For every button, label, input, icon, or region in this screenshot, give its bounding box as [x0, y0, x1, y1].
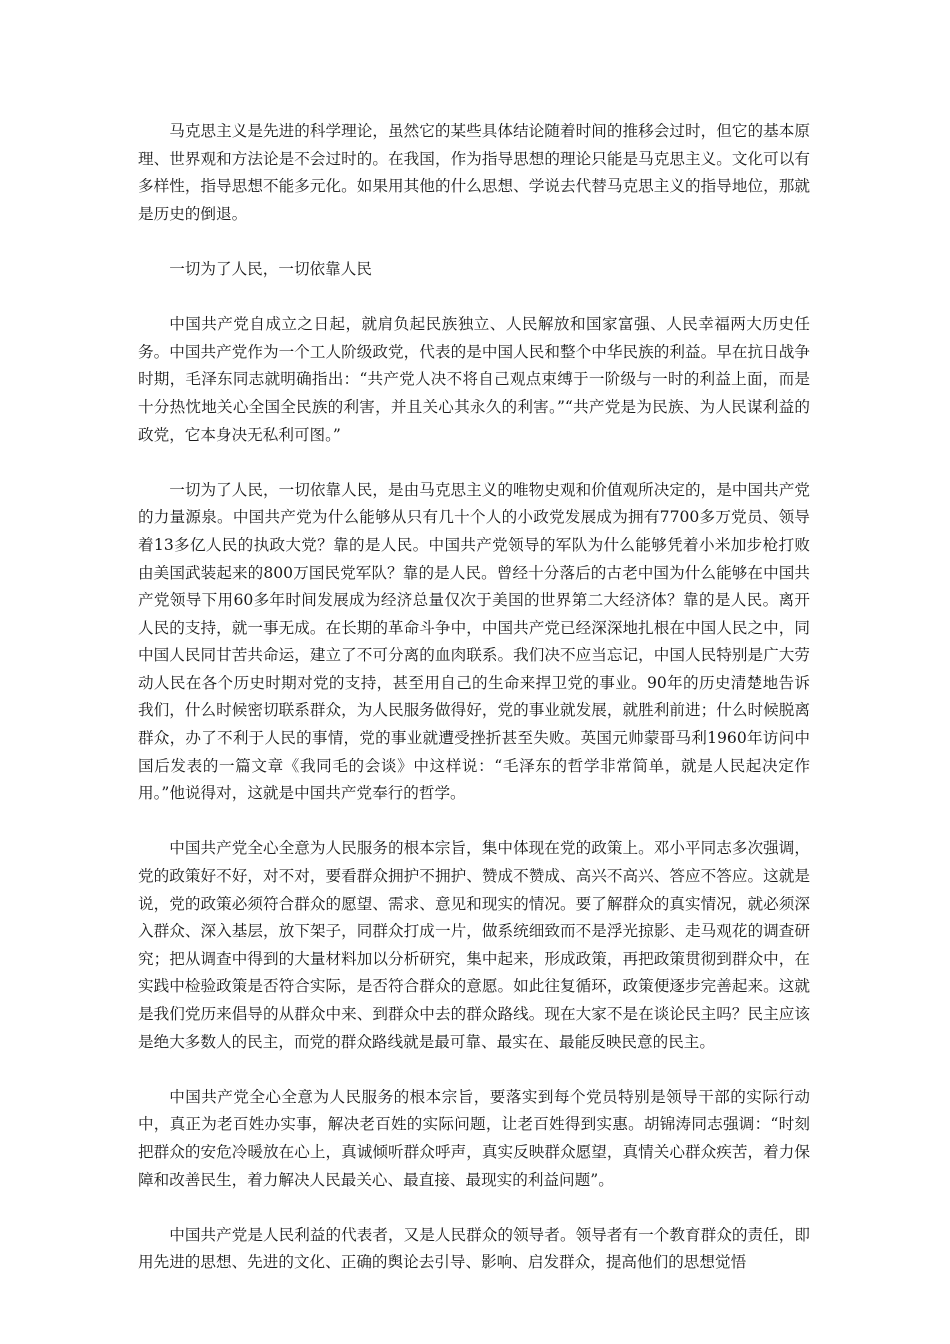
paragraph-rely-on-people: 一切为了人民，一切依靠人民，是由马克思主义的唯物史观和价值观所决定的，是中国共产党的力量源泉。中国共产党为什么能够从只有几十个人的小政党发展成为拥有7700多万党员、领导着13多亿人民的执政大党？靠的是人民。中国共产党领导的军队为什么能够凭着小米加步枪打败由美国武装起来的800万国民党军队？靠的是人民。曾经十分落后的古老中国为什么能够在中国共产党领导下用60多年时间发展成为经济总量仅次于美国的世界第二大经济体？靠的是人民。离开人民的支持，就一事无成。在长期的革命斗争中，中国共产党已经深深地扎根在中国人民之中，同中国人民同甘苦共命运，建立了不可分离的血肉联系。我们决不应当忘记，中国人民特别是广大劳动人民在各个历史时期对党的支持，甚至用自己的生命来捍卫党的事业。90年的历史清楚地告诉我们，什么时候密切联系群众，为人民服务做得好，党的事业就发展，就胜利前进；什么时候脱离群众，办了不利于人民的事情，党的事业就遭受挫折甚至失败。英国元帅蒙哥马利1960年访问中国后发表的一篇文章《我同毛的会谈》中这样说：“毛泽东的哲学非常简单，就是人民起决定作用。”他说得对，这就是中国共产党奉行的哲学。 — [138, 480, 810, 803]
paragraph-serve-people-action: 中国共产党全心全意为人民服务的根本宗旨，要落实到每个党员特别是领导干部的实际行动中，真正为老百姓办实事，解决老百姓的实际问题，让老百姓得到实惠。胡锦涛同志强调：“时刻把群众的安危冷暖放在心上，真诚倾听群众呼声，真实反映群众愿望，真情关心群众疾苦，着力保障和改善民生，着力解决人民最关心、最直接、最现实的利益问题”。 — [138, 1087, 810, 1189]
paragraph-marxism-guiding-theory: 马克思主义是先进的科学理论，虽然它的某些具体结论随着时间的推移会过时，但它的基本原理、世界观和方法论是不会过时的。在我国，作为指导思想的理论只能是马克思主义。文化可以有多样性，指导思想不能多元化。如果用其他的什么思想、学说去代替马克思主义的指导地位，那就是历史的倒退。 — [138, 122, 810, 223]
paragraph-leader-role: 中国共产党是人民利益的代表者，又是人民群众的领导者。领导者有一个教育群众的责任，即用先进的思想、先进的文化、正确的舆论去引导、影响、启发群众，提高他们的思想觉悟 — [138, 1225, 810, 1272]
paragraph-party-policy: 中国共产党全心全意为人民服务的根本宗旨，集中体现在党的政策上。邓小平同志多次强调，党的政策好不好，对不对，要看群众拥护不拥护、赞成不赞成、高兴不高兴、答应不答应。这就是说，党的政策必须符合群众的愿望、需求、意见和现实的情况。要了解群众的真实情况，就必须深入群众、深入基层，放下架子，同群众打成一片，做系统细致而不是浮光掠影、走马观花的调查研究；把从调查中得到的大量材料加以分析研究，集中起来，形成政策，再把政策贯彻到群众中，在实践中检验政策是否符合实际，是否符合群众的意愿。如此往复循环，政策便逐步完善起来。这就是我们党历来倡导的从群众中来、到群众中去的群众路线。现在大家不是在谈论民主吗？民主应该是绝大多数人的民主，而党的群众路线就是最可靠、最实在、最能反映民意的民主。 — [138, 839, 810, 1051]
paragraph-party-founding-mission: 中国共产党自成立之日起，就肩负起民族独立、人民解放和国家富强、人民幸福两大历史任务。中国共产党作为一个工人阶级政党，代表的是中国人民和整个中华民族的利益。早在抗日战争时期，毛泽东同志就明确指出：“共产党人决不将自己观点束缚于一阶级与一时的利益上面，而是十分热忱地关心全国全民族的利害，并且关心其永久的利害。”“共产党是为民族、为人民谋利益的政党，它本身决无私利可图。” — [138, 315, 810, 444]
section-heading: 一切为了人民，一切依靠人民 — [169, 259, 372, 278]
document-body — [138, 118, 810, 1305]
